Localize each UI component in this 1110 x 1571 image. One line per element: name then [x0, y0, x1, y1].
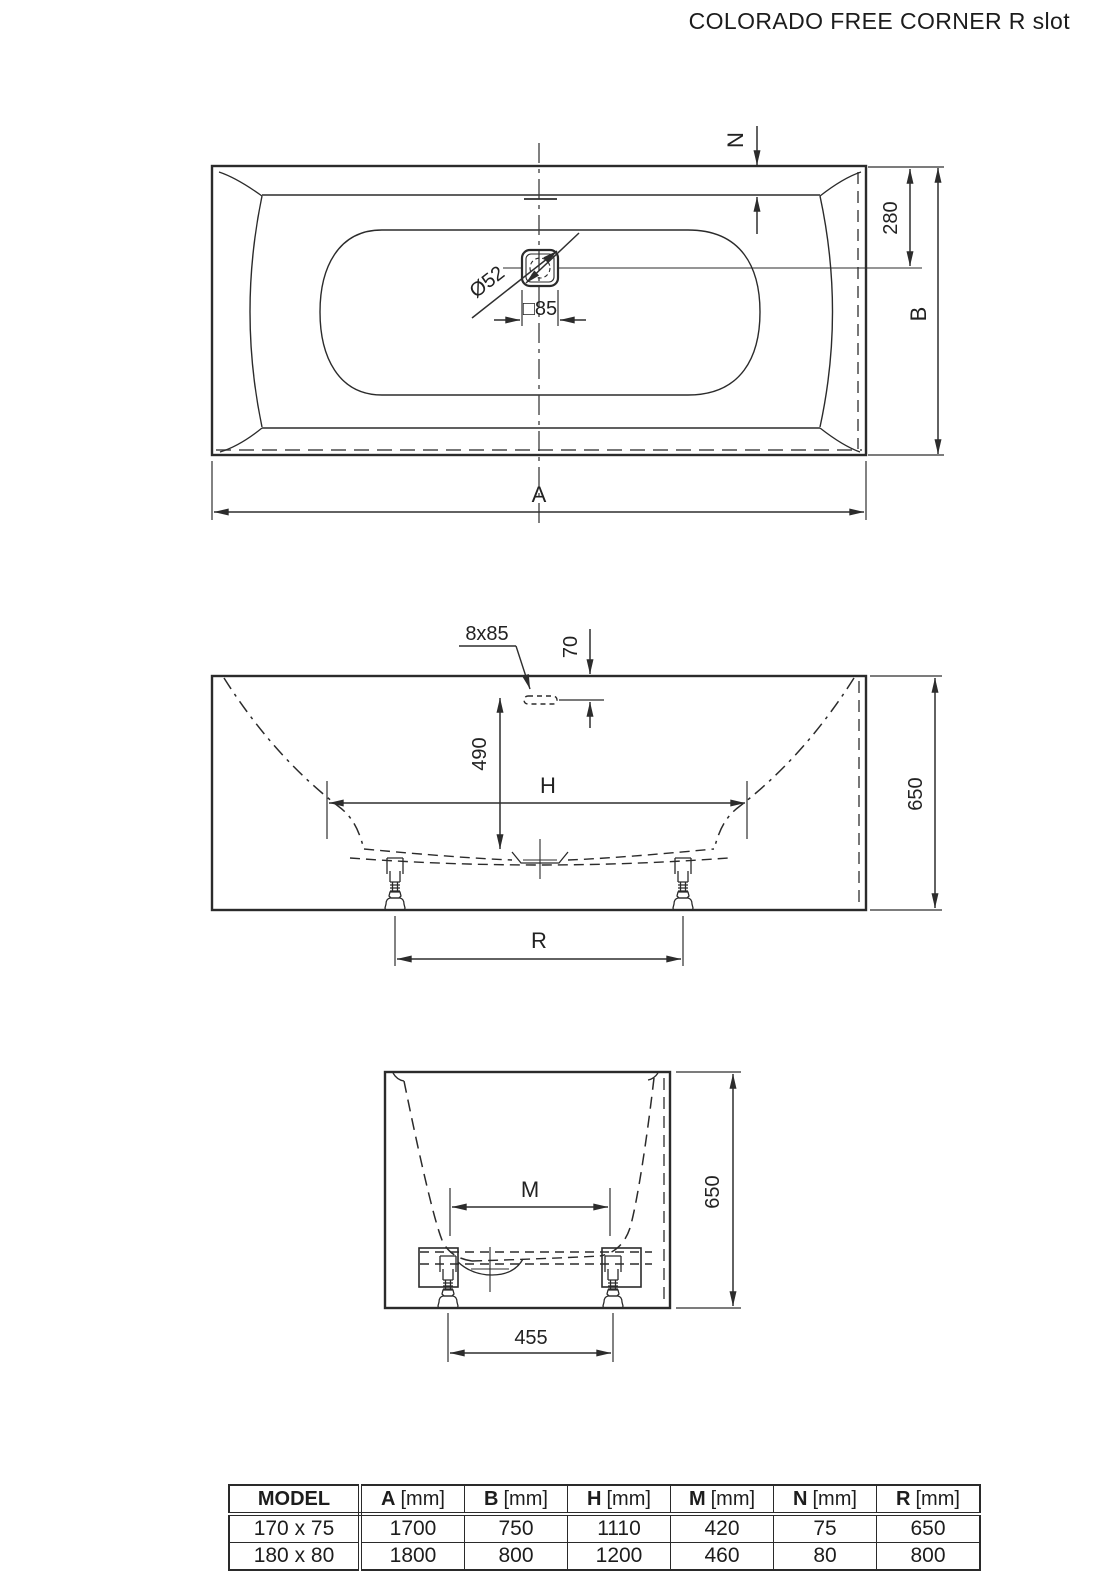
dim-overflow-8x85 [459, 623, 530, 689]
floor-hidden-side [472, 1256, 600, 1261]
table-cell: 80 [774, 1543, 877, 1571]
table-cell: 1700 [360, 1514, 465, 1543]
table-cell: 460 [671, 1543, 774, 1571]
drain-front-centerlines [523, 839, 557, 879]
table-cell: 1200 [568, 1543, 671, 1571]
dim-label-r: R [531, 928, 547, 953]
side-view [385, 1072, 741, 1362]
support-frame-hidden [420, 1252, 652, 1264]
dim-490 [469, 698, 500, 849]
dim-70 [560, 629, 590, 728]
dim-650-side [676, 1072, 741, 1308]
drain-side [458, 1247, 523, 1292]
table-cell: 800 [465, 1543, 568, 1571]
table-header-h: H [mm] [568, 1485, 671, 1514]
dimension-table [228, 1484, 981, 1571]
table-cell: 1800 [360, 1543, 465, 1571]
dim-label-490: 490 [469, 737, 491, 771]
table-header-m: M [mm] [671, 1485, 774, 1514]
basin-hidden-right [714, 678, 854, 849]
dim-650-front [870, 676, 942, 910]
dim-m [450, 1177, 610, 1236]
table-cell-model: 180 x 80 [229, 1543, 360, 1571]
drain-front [512, 839, 568, 879]
dim-label-70: 70 [560, 635, 582, 659]
table-cell: 650 [877, 1514, 981, 1543]
overflow-slot [524, 696, 557, 704]
basin-hidden-left-side [404, 1081, 472, 1261]
table-cell: 750 [465, 1514, 568, 1543]
basin-hidden-left [224, 678, 364, 849]
table-cell: 420 [671, 1514, 774, 1543]
drain-side-centerlines [471, 1247, 509, 1292]
dim-rim-offset-n [723, 126, 757, 234]
foot-front-right [673, 858, 693, 910]
table-header-a: A [mm] [360, 1485, 465, 1514]
dim-280 [868, 167, 944, 266]
tub-outline-front [212, 676, 866, 910]
table-header-r: R [mm] [877, 1485, 981, 1514]
table-header-b: B [mm] [465, 1485, 568, 1514]
drain-hidden-circle [530, 258, 550, 278]
shell-hidden-bottom [350, 858, 728, 865]
dim-r [395, 916, 683, 966]
table-cell: 75 [774, 1514, 877, 1543]
top-view [212, 126, 944, 523]
basin-hidden-right-side [600, 1078, 654, 1256]
table-row [229, 1514, 980, 1543]
dim-label-n: N [723, 132, 748, 148]
rim-inner-right-curve [820, 196, 833, 427]
foot-front-left [385, 858, 405, 910]
dim-label-a: A [531, 482, 547, 507]
rim-inner-left-curve [250, 196, 262, 427]
dim-label-drain-square: □85 [522, 298, 558, 320]
dim-label-drain-diameter: Ø52 [465, 261, 509, 303]
table-cell-model: 170 x 75 [229, 1514, 360, 1543]
front-view [212, 623, 942, 966]
table-header-model: MODEL [229, 1485, 360, 1514]
dim-h [327, 773, 747, 839]
drain-top [503, 250, 922, 286]
dim-drain-square [494, 290, 586, 326]
table-cell: 1110 [568, 1514, 671, 1543]
table-header-row [229, 1485, 980, 1514]
dim-455 [448, 1313, 613, 1362]
table-header-n: N [mm] [774, 1485, 877, 1514]
dim-label-650-side: 650 [702, 1175, 724, 1209]
table-cell: 800 [877, 1543, 981, 1571]
dim-label-b: B [906, 306, 931, 322]
dim-label-650-front: 650 [905, 777, 927, 811]
dim-label-280: 280 [880, 201, 902, 235]
dim-label-h: H [540, 773, 556, 798]
rim-corner-hooks [393, 1073, 658, 1081]
dim-label-8x85: 8x85 [465, 623, 509, 645]
dim-label-m: M [520, 1177, 540, 1202]
dim-label-455: 455 [514, 1327, 548, 1349]
floor-hidden-inner [364, 849, 714, 860]
table-row [229, 1543, 980, 1571]
page-title: COLORADO FREE CORNER R slot [688, 8, 1070, 34]
